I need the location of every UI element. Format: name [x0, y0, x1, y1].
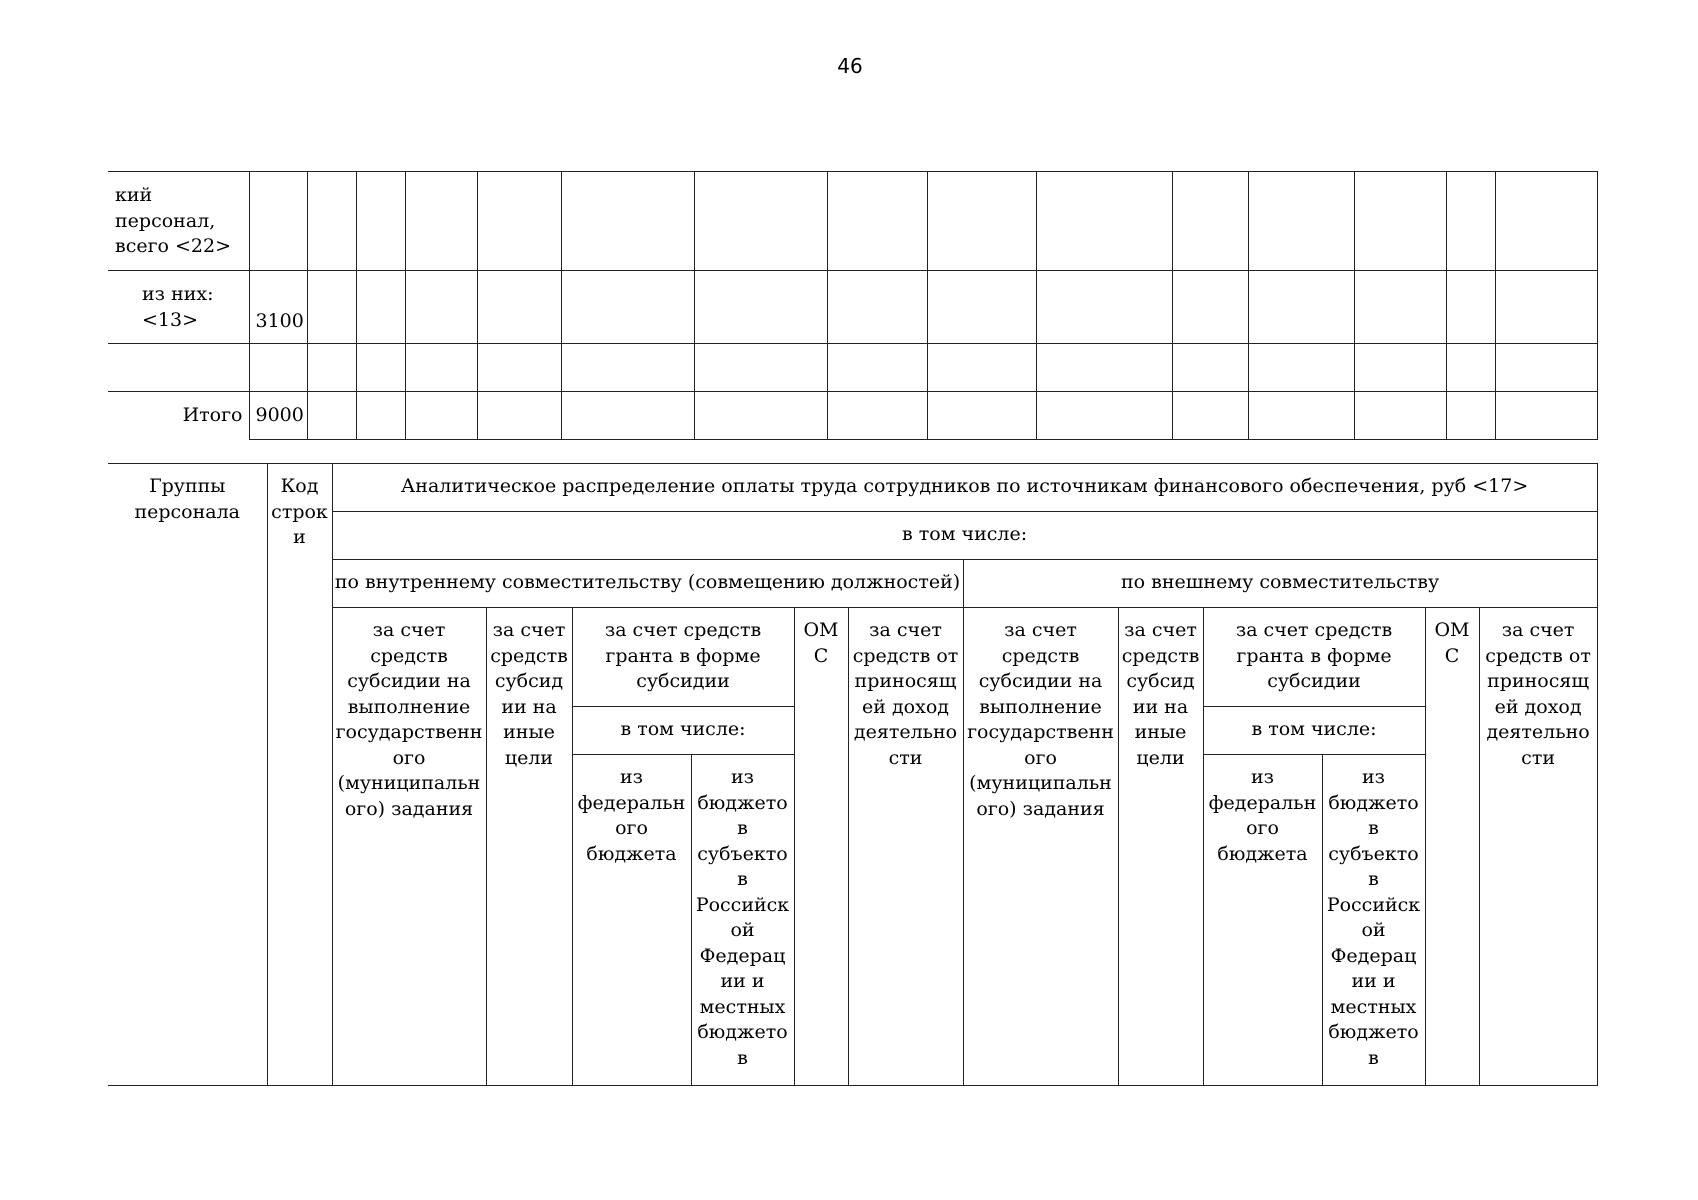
page-number: 46 [837, 54, 863, 78]
row-label: кий персонал, всего <22> [108, 172, 249, 271]
row-label: из них: <13> [108, 271, 249, 344]
internal-regional: из бюджето в субъекто в Российск ой Федерац ии и местных бюджето в [691, 755, 794, 1086]
internal-subsidy-task: за счет средств субсидии на выполнение государственн ого (муниципальн ого) задания [332, 608, 486, 1086]
external-grant-including: в том числе: [1203, 707, 1425, 755]
row-code [249, 344, 307, 392]
internal-subsidy-other: за счет средств субсид ии на иные цели [486, 608, 572, 1086]
internal-grant-including: в том числе: [572, 707, 794, 755]
header-analytic: Аналитическое распределение оплаты труда сотрудников по источникам финансового обеспечения, руб <17> [332, 464, 1597, 512]
external-income: за счет средств от приносящ ей доход деятельно сти [1479, 608, 1597, 1086]
row-label [108, 344, 249, 392]
external-regional: из бюджето в субъекто в Российск ой Федерац ии и местных бюджето в [1322, 755, 1425, 1086]
row-label: Итого [108, 392, 249, 440]
table-row [108, 271, 1597, 344]
header-including: в том числе: [332, 512, 1597, 560]
header-external: по внешнему совместительству [963, 560, 1597, 608]
internal-income: за счет средств от приносящ ей доход деятельно сти [848, 608, 963, 1086]
internal-oms: ОМ С [794, 608, 848, 1086]
external-subsidy-task: за счет средств субсидии на выполнение государственн ого (муниципальн ого) задания [963, 608, 1118, 1086]
header-group: Группы персонала [108, 464, 267, 1086]
header-internal: по внутреннему совместительству (совмещению должностей) [332, 560, 963, 608]
header-code: Код строк и [267, 464, 332, 1086]
bottom-table [108, 463, 1598, 1086]
table-row [108, 344, 1597, 392]
row-code [249, 172, 307, 271]
internal-federal: из федеральн ого бюджета [572, 755, 691, 1086]
external-federal: из федеральн ого бюджета [1203, 755, 1322, 1086]
row-code: 9000 [249, 392, 307, 440]
external-subsidy-other: за счет средств субсид ии на иные цели [1118, 608, 1203, 1086]
top-table [108, 171, 1598, 440]
external-oms: ОМ С [1425, 608, 1479, 1086]
internal-grant: за счет средств гранта в форме субсидии [572, 608, 794, 707]
table-row [108, 392, 1597, 440]
external-grant: за счет средств гранта в форме субсидии [1203, 608, 1425, 707]
row-code: 3100 [249, 271, 307, 344]
table-row [108, 172, 1597, 271]
